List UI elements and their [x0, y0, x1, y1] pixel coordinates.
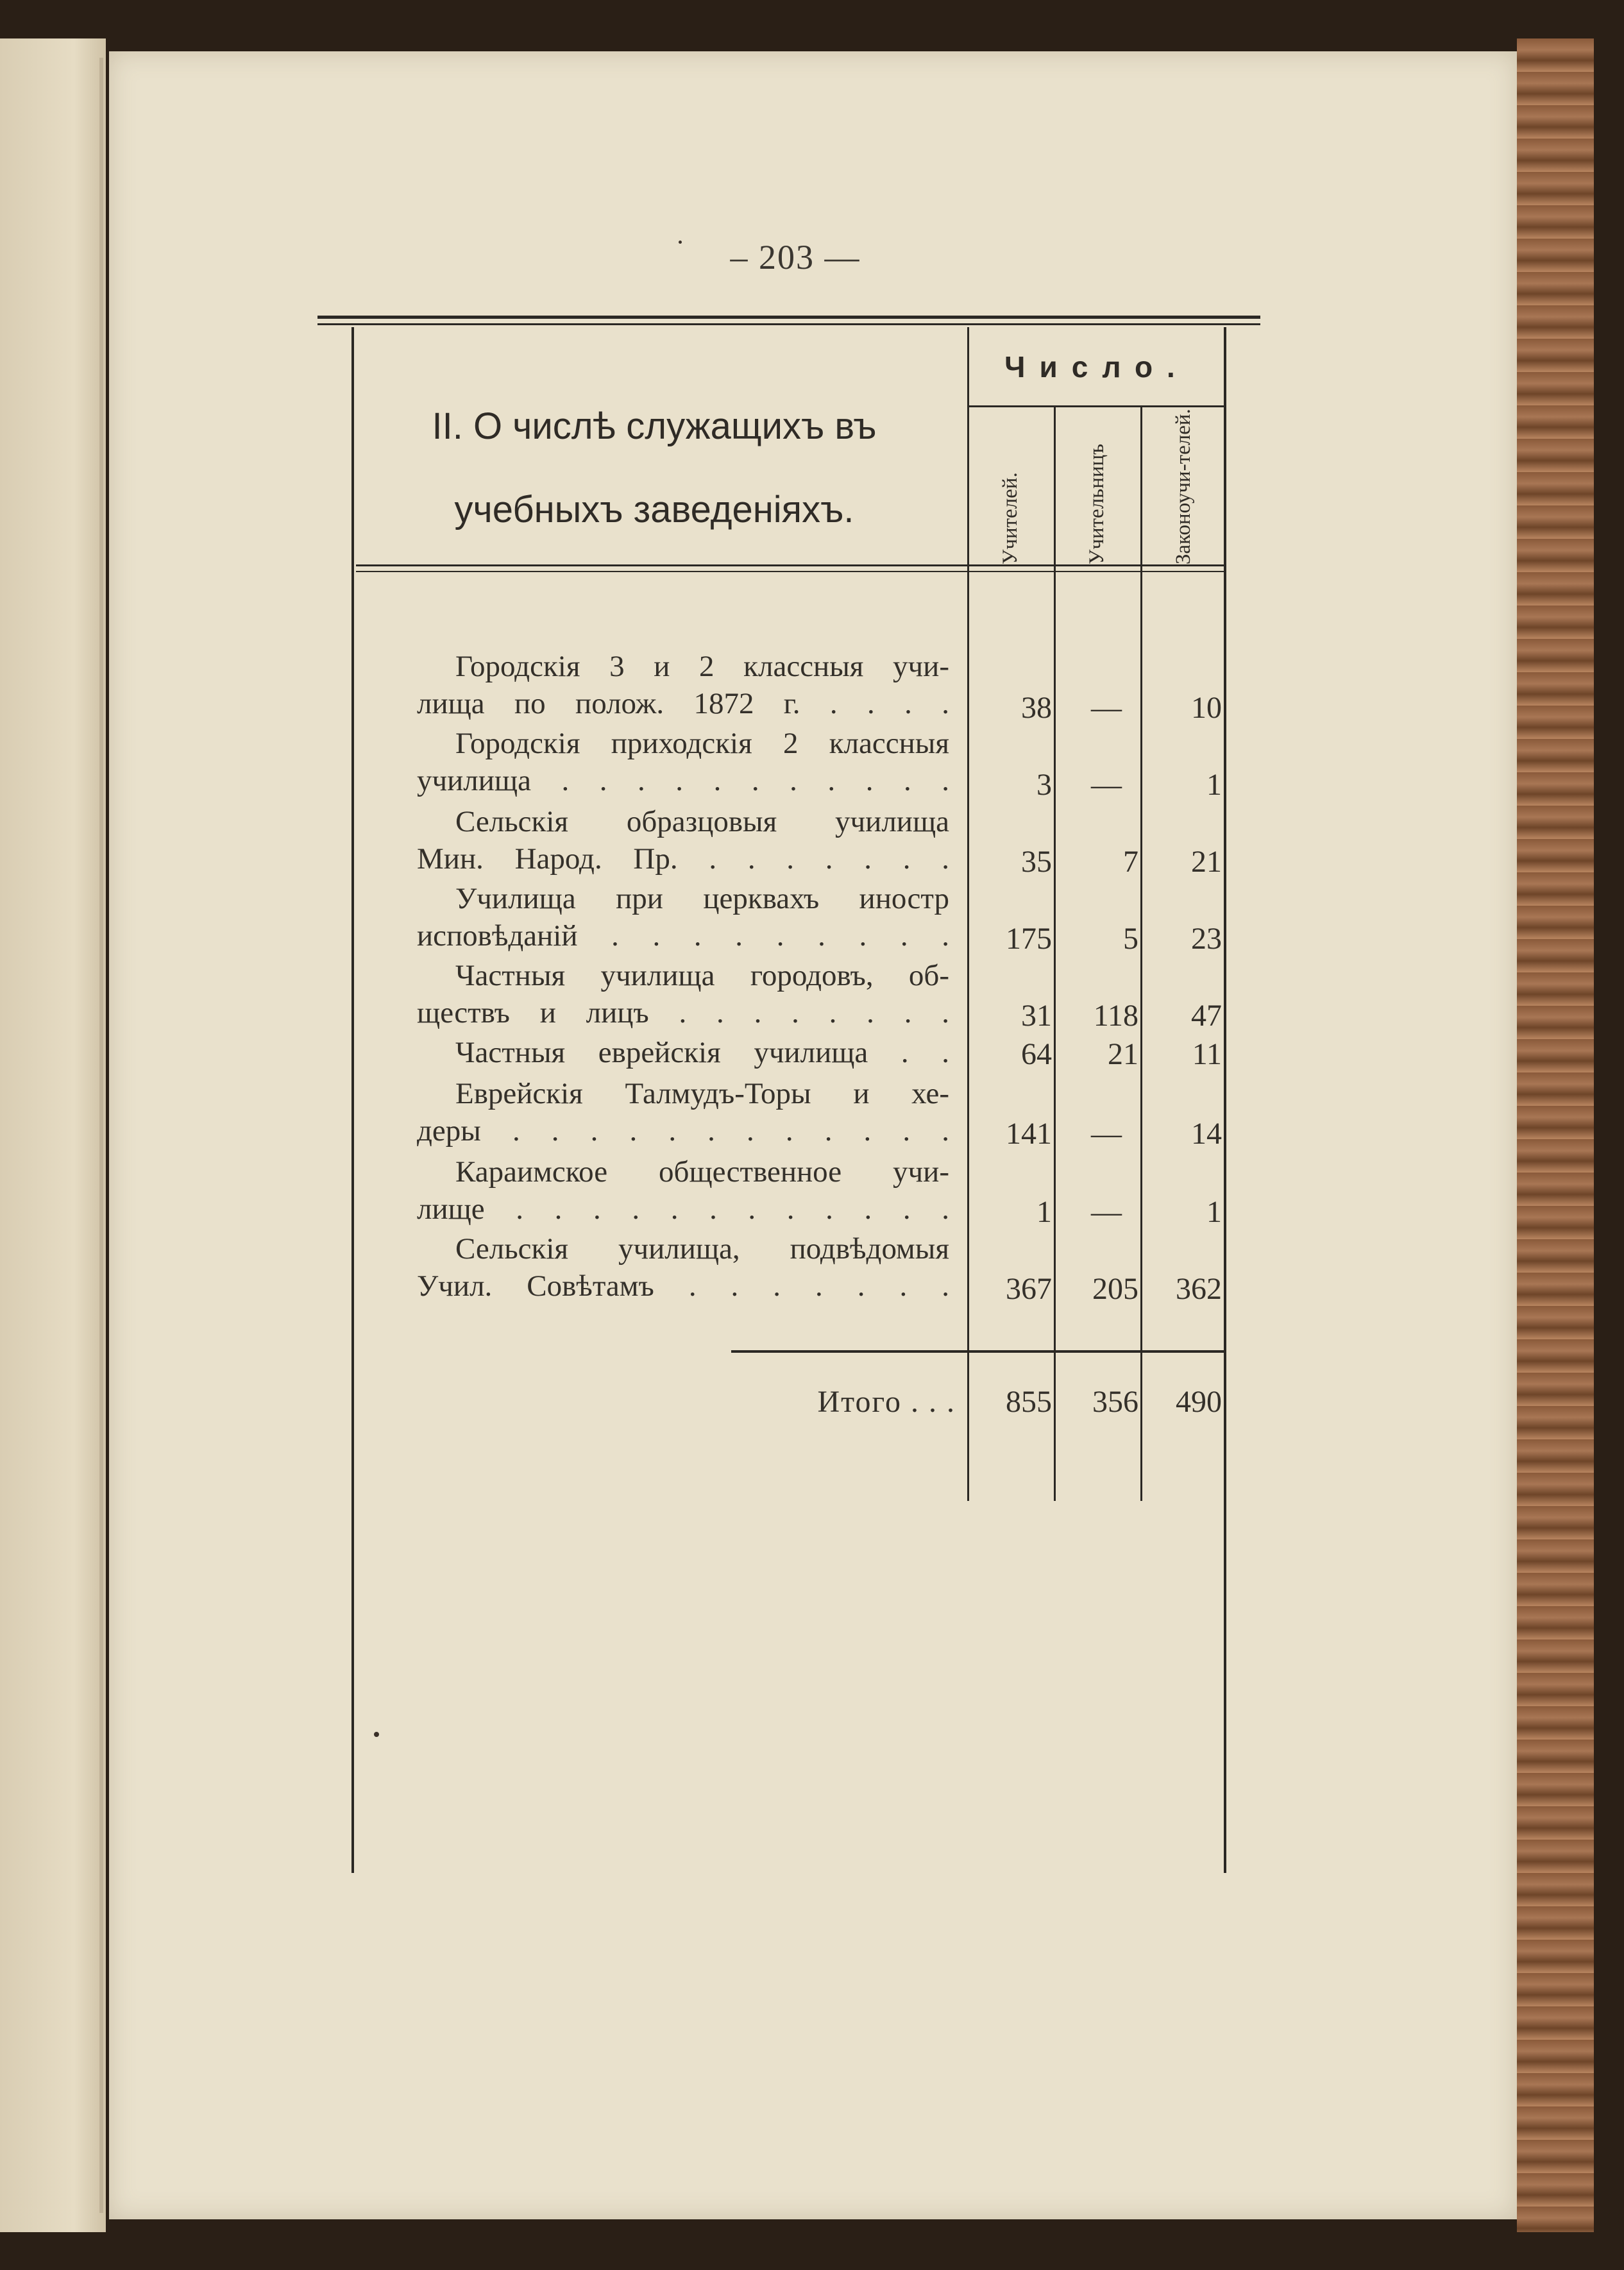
table-row-label: Сельскія училища, подвѣдомыя Учил. Совѣтамъ . . . . . . .	[417, 1232, 949, 1303]
column-header-teachers: Учителей.	[999, 472, 1022, 564]
cell-value: 118	[1093, 999, 1138, 1033]
cell-value: 5	[1123, 922, 1138, 956]
cell-value: 11	[1192, 1037, 1222, 1071]
cell-value: 31	[1021, 999, 1052, 1033]
table-title-line-2: учебныхъ заведеніяхъ.	[454, 489, 854, 530]
left-page	[0, 38, 106, 2232]
column-divider-1	[967, 327, 969, 1501]
cell-value: 14	[1191, 1117, 1222, 1151]
cell-value: —	[1091, 1117, 1122, 1151]
cell-value: 21	[1108, 1037, 1138, 1071]
table-row-label: Частныя училища городовъ, об- ществъ и лицъ . . . . . . . .	[417, 959, 949, 1029]
page-number: – 203 —	[730, 238, 861, 276]
cell-value: 47	[1191, 999, 1222, 1033]
table-right-border	[1224, 327, 1226, 1873]
column-header-religion-teachers: Законоучи-телей.	[1172, 409, 1195, 564]
table-row-label: Городскія 3 и 2 классныя учи- лища по полож. 1872 г. . . . .	[417, 650, 949, 720]
total-rule	[731, 1350, 1225, 1353]
cell-value: 23	[1191, 922, 1222, 956]
table-left-border	[351, 327, 354, 1873]
cell-value: 205	[1092, 1272, 1138, 1306]
cell-value: 175	[1006, 922, 1052, 956]
column-header-female-teachers: Учительницъ	[1085, 443, 1108, 564]
header-bottom-rule	[356, 564, 1225, 566]
total-value: 490	[1176, 1385, 1222, 1419]
cell-value: 64	[1021, 1037, 1052, 1071]
table-row-label: Городскія приходскія 2 классныя училища . . . . . . . . . . .	[417, 727, 949, 797]
cell-value: 1	[1206, 768, 1222, 802]
total-value: 855	[1006, 1385, 1052, 1419]
cell-value: —	[1091, 768, 1122, 802]
table-row-label: Еврейскія Талмудъ-Торы и хе- деры . . . . . . . . . . . .	[417, 1077, 949, 1148]
cell-value: 362	[1176, 1272, 1222, 1306]
table-row-label: Частныя еврейскія училища . .	[455, 1036, 949, 1069]
cell-value: 21	[1191, 845, 1222, 879]
cell-value: 3	[1036, 768, 1052, 802]
book-cover-edge	[1517, 38, 1594, 2232]
cell-value: 367	[1006, 1272, 1052, 1306]
cell-value: 35	[1021, 845, 1052, 879]
table-top-rule-thin	[317, 323, 1260, 325]
table-row-label: Сельскія образцовыя училища Мин. Народ. Пр. . . . . . . .	[417, 805, 949, 876]
header-bottom-rule-2	[356, 571, 1225, 572]
ink-speck	[679, 241, 682, 244]
ink-speck	[374, 1732, 379, 1737]
table-row-label: Караимское общественное учи- лище . . . . . . . . . . . .	[417, 1155, 949, 1226]
table-title	[366, 385, 943, 552]
cell-value: 10	[1191, 691, 1222, 725]
cell-value: 1	[1206, 1195, 1222, 1229]
binding-gutter	[99, 58, 103, 2213]
group-header: Число.	[1004, 350, 1189, 384]
cell-value: 1	[1036, 1195, 1052, 1229]
cell-value: 7	[1123, 845, 1138, 879]
table-row-label: Училища при церквахъ иностр исповѣданій . . . . . . . . .	[417, 882, 949, 953]
table-title-line-1: II. О числѣ служащихъ въ	[432, 405, 877, 447]
total-value: 356	[1092, 1385, 1138, 1419]
cell-value: 141	[1006, 1117, 1052, 1151]
cell-value: —	[1091, 1195, 1122, 1229]
total-label: Итого . . .	[817, 1385, 956, 1419]
cell-value: —	[1091, 691, 1122, 725]
table-top-rule	[317, 316, 1260, 319]
cell-value: 38	[1021, 691, 1052, 725]
